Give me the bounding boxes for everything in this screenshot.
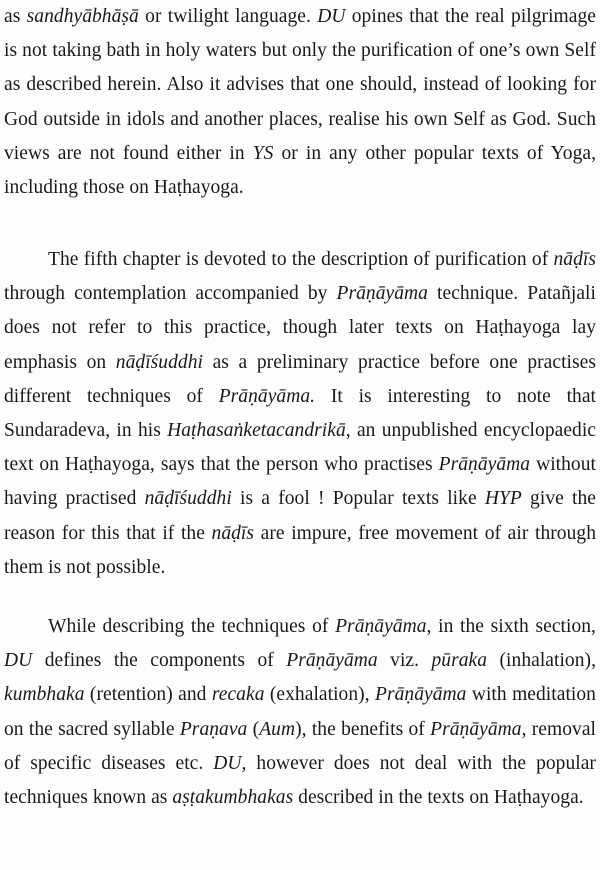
text-run: While describing the techniques of (48, 616, 336, 637)
italic-term: nāḍīs (211, 522, 255, 544)
italic-term: DU (4, 650, 33, 672)
italic-term: kumbhaka (4, 684, 85, 706)
italic-term: Praṇava (179, 718, 248, 740)
text-run: however does not deal with the popular techniques known as (4, 752, 596, 809)
text-run: It is interesting to note that Sundaradeva, in his (4, 385, 597, 442)
text-run: ), the benefits of (295, 718, 431, 740)
text-run: as a preliminary practice before one practises different techniques of (4, 351, 596, 407)
text-run: are impure, free movement of air through them is not possible. (4, 522, 596, 578)
text-run: opines that the real pilgrimage is not taking bath in holy waters but only the purification of one’s own Self as described herein. Also it advises that one should, instead of looking for God outside in idols and another places, realise his own Self as God. Such views are not found either in (4, 6, 596, 164)
text-run: (inhalation), (487, 650, 596, 672)
text-run: , an unpublished encyclopaedic text on Haṭhayoga, says that the person who practises (4, 420, 596, 476)
italic-term: Prāṇāyāma (336, 283, 428, 305)
text-run: ( (247, 718, 260, 740)
text-run: defines the components of (32, 650, 287, 672)
italic-term: Prāṇāyāma (335, 616, 427, 637)
italic-term: Prāṇāyāma (430, 718, 522, 740)
italic-term: Prāṇāyāma (375, 684, 467, 706)
italic-term: Prāṇāyāma (286, 650, 378, 672)
text-run: is a fool ! Popular texts like (231, 488, 485, 510)
italic-term: aṣṭakumbhakas (172, 787, 294, 809)
paragraph-2 (4, 243, 596, 585)
italic-term: HYP (484, 488, 522, 510)
text-run: The fifth chapter is devoted to the description of purification of (48, 249, 554, 270)
paragraph-1 (4, 0, 596, 205)
italic-term: Prāṇāyāma (438, 454, 531, 476)
italic-term: Aum (259, 718, 296, 740)
text-run: as (4, 6, 27, 27)
italic-term: nāḍīs (553, 249, 596, 270)
italic-term: nāḍīśuddhi (115, 351, 203, 373)
italic-term: DU, (213, 752, 247, 774)
text-run: give the reason for this that if the (4, 488, 596, 544)
text-run: (retention) and (84, 684, 212, 706)
italic-term: YS (252, 142, 274, 164)
italic-term: nāḍīśuddhi (144, 488, 232, 510)
paragraph-3 (4, 610, 596, 815)
text-run: , in the sixth section, (426, 616, 596, 637)
text-run: (exhalation), (264, 684, 375, 706)
text-run: or twilight language. (138, 6, 318, 27)
text-run: described in the texts on Haṭhayoga. (293, 787, 584, 809)
text-run: or in any other popular texts of Yoga, including those on Haṭhayoga. (4, 142, 596, 199)
italic-term: recaka (211, 684, 265, 706)
text-run: without having practised (4, 454, 596, 510)
italic-term: Haṭhasaṅketacandrikā (167, 420, 346, 442)
italic-term: sandhyābhāṣā (26, 6, 139, 27)
text-run: viz. (377, 650, 432, 672)
italic-term: Prāṇāyāma. (218, 385, 316, 407)
italic-term: DU (317, 6, 346, 27)
text-run: , removal of specific diseases etc. (4, 718, 597, 774)
italic-term: pūraka (431, 650, 488, 672)
text-run: technique. Patañjali does not refer to this practice, though later texts on Haṭhayoga lay emphasis on (4, 283, 596, 373)
text-run: with meditation on the sacred syllable (4, 684, 596, 740)
text-run: through contemplation accompanied by (4, 283, 337, 305)
